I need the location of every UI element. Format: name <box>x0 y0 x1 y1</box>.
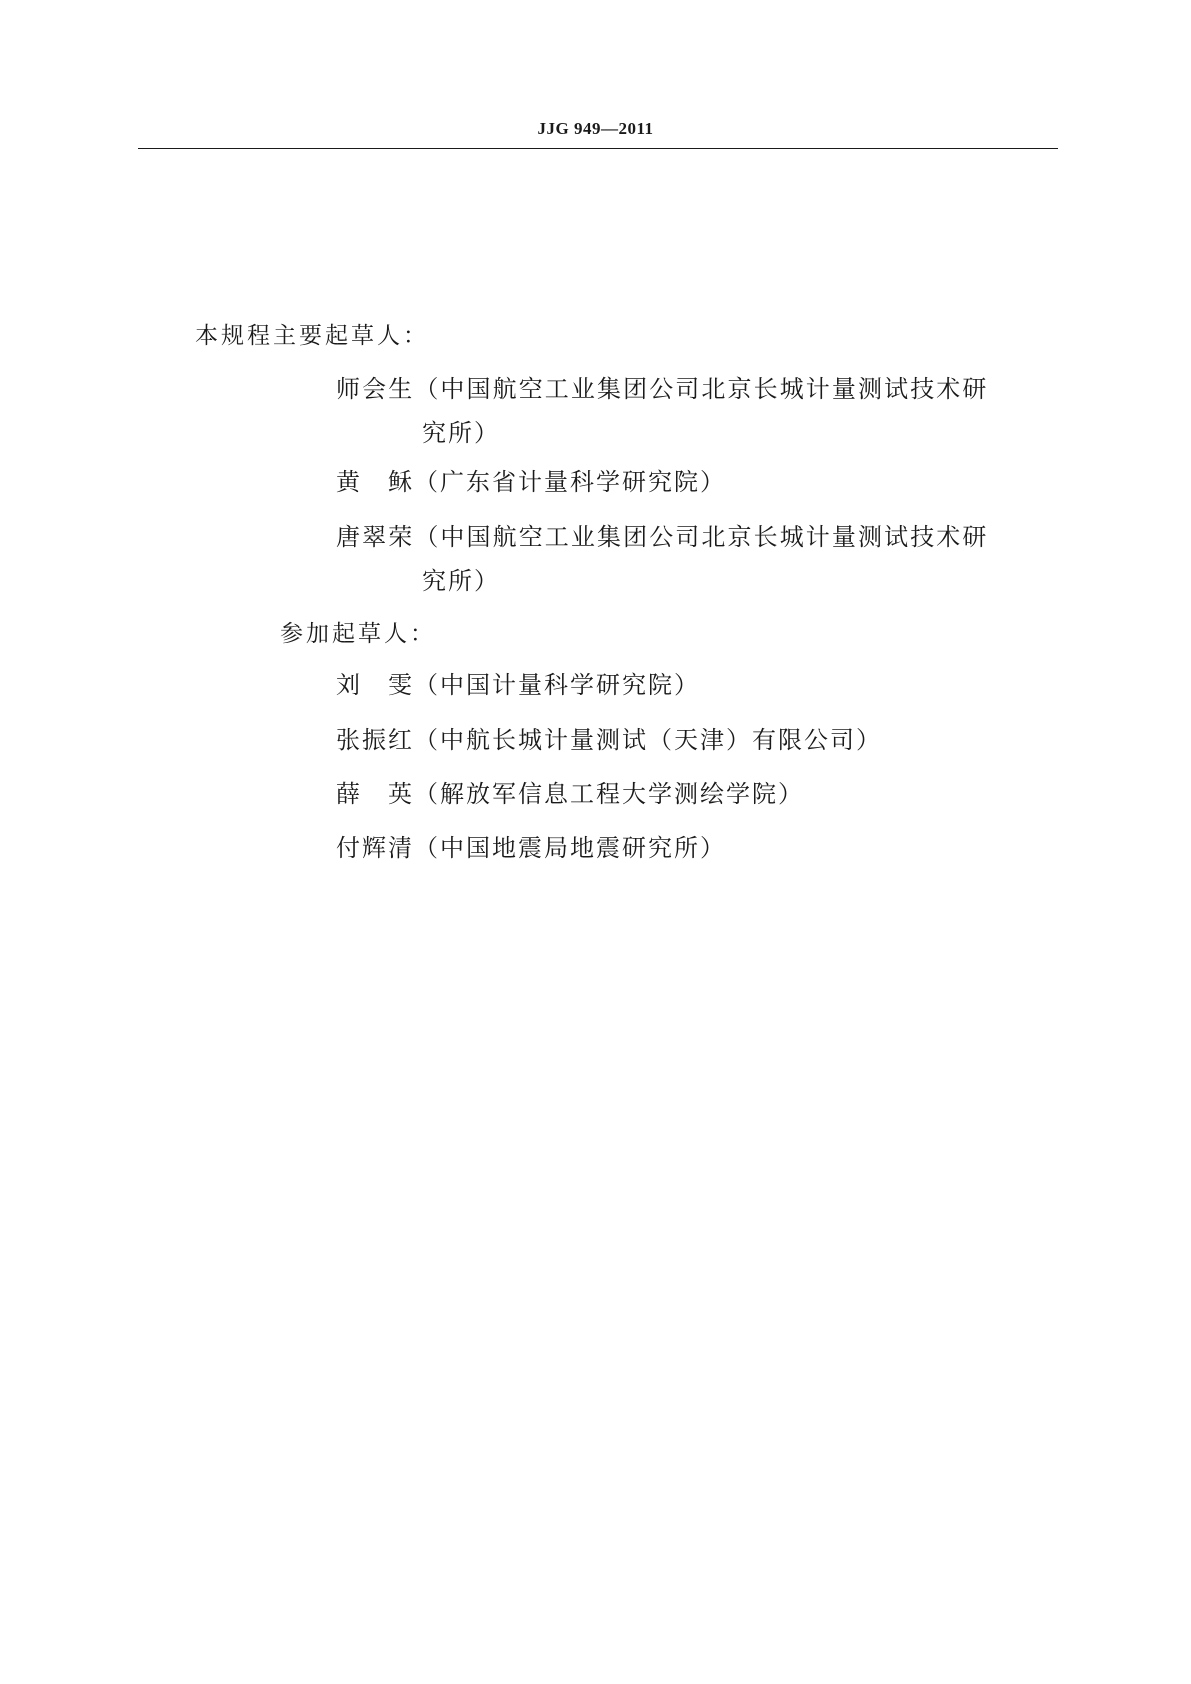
participant-name: 付辉清 <box>336 834 414 862</box>
participant-org: （解放军信息工程大学测绘学院） <box>414 780 804 808</box>
drafter-name: 黄 稣 <box>336 468 414 496</box>
participating-drafters-heading: 参加起草人： <box>280 621 436 647</box>
header-rule <box>138 148 1058 149</box>
main-drafters-heading: 本规程主要起草人： <box>195 323 429 349</box>
drafter-name: 唐翠荣 <box>336 523 415 551</box>
participant-entry <box>336 663 1058 707</box>
participant-name: 张振红 <box>336 726 414 754</box>
participant-org: （中国计量科学研究院） <box>414 671 700 699</box>
drafter-org: （中国航空工业集团公司北京长城计量测试技术研 <box>414 523 989 551</box>
drafter-entry <box>336 367 1058 455</box>
drafter-line <box>336 468 726 496</box>
drafter-org-continuation: 究所） <box>422 419 500 447</box>
participant-line <box>336 671 700 699</box>
participant-entry <box>336 826 1058 870</box>
participant-name: 刘 雯 <box>336 671 414 699</box>
participant-org: （中国地震局地震研究所） <box>414 834 726 862</box>
participant-org: （中航长城计量测试（天津）有限公司） <box>414 726 882 754</box>
drafter-org: （广东省计量科学研究院） <box>414 468 726 496</box>
participant-entry <box>336 718 1058 762</box>
drafter-org: （中国航空工业集团公司北京长城计量测试技术研 <box>414 375 989 403</box>
participant-line <box>336 726 882 754</box>
drafter-entry <box>336 515 1058 603</box>
standard-code: JJG 949—2011 <box>537 119 654 138</box>
participant-line <box>336 780 804 808</box>
participant-name: 薛 英 <box>336 780 414 808</box>
participant-line <box>336 834 726 862</box>
drafter-line <box>336 515 1058 559</box>
drafter-line <box>336 367 1058 411</box>
participant-entry <box>336 772 1058 816</box>
drafter-org-continuation: 究所） <box>422 567 500 595</box>
drafter-entry <box>336 460 1058 504</box>
drafter-name: 师会生 <box>336 375 415 403</box>
